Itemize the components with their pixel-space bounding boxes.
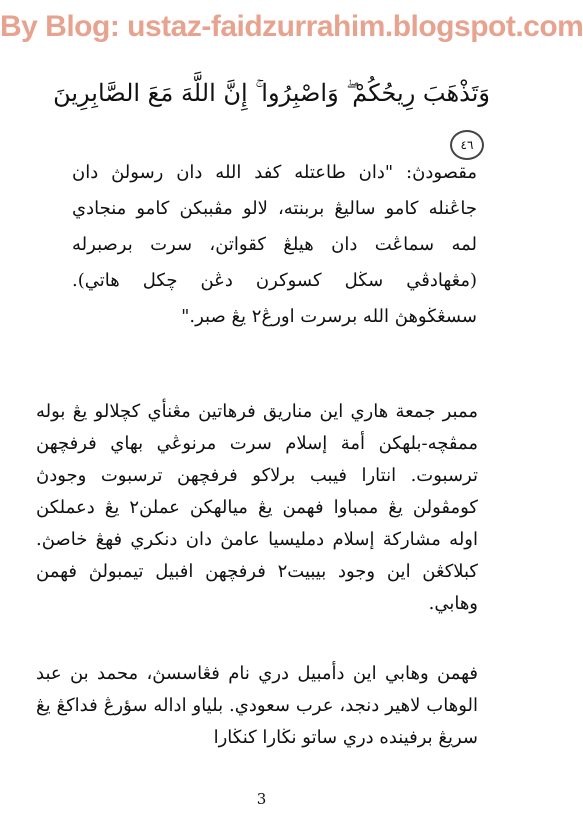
verse-end-marker: ٤٦ [450, 130, 484, 160]
body-paragraph-2: فهمن وهابي اين دأمبيل دري نام فڠاسسڽ، محمد بن عبد الوهاب لاهير دنجد، عرب سعودي. بلياو اداله سؤرڠ فداكڠ يڠ سريڠ برفينده دري ساتو نڬارا كنڬارا [36, 663, 478, 748]
blog-watermark: By Blog: ustaz-faidzurrahim.blogspot.com [0, 10, 583, 43]
verse-meaning: مقصودڽ: "دان طاعتله كفد الله دان رسولڽ دان جاڠنله كامو سالیڠ بربنته، لالو مڤببكن كامو منجادي لمه سماڠت دان هيلڠ كقواتن، سرت برصبرله (مڠهادڤي سڬل كسوكرن دڠن چكل هاتي). سسڠڬوهڽ الله برسرت اورڠ٢ يڠ صبر." [72, 162, 477, 327]
page-number: 3 [256, 790, 267, 808]
quran-verse [30, 68, 490, 168]
verse-text: وَتَذْهَبَ رِيحُكُمْ ۖ وَاصْبِرُوا ۚ إِنَّ اللَّهَ مَعَ الصَّابِرِينَ [53, 79, 490, 107]
body-paragraph-1: ممبر جمعة هاري اين مناريق فرهاتين مڠنأي كچلالو يڠ بوله ممڤچه-بلهكن أمة إسلام سرت مرنوڠي بهاي فرفچهن ترسبوت. انتارا فيبب برلاكو فرفچهن ترسبوت وجودڽ كومڤولن يڠ ممباوا فهمن يڠ ميالهكن عملن٢ يڠ دعملكن اوله مشاركة إسلام دمليسيا عامڽ دان دنكري فهڠ خاصڽ. كبلاكڠن اين وجود بيبيت٢ فرفچهن افبيل تيمبولڽ فهمن وهابي. [36, 401, 478, 614]
